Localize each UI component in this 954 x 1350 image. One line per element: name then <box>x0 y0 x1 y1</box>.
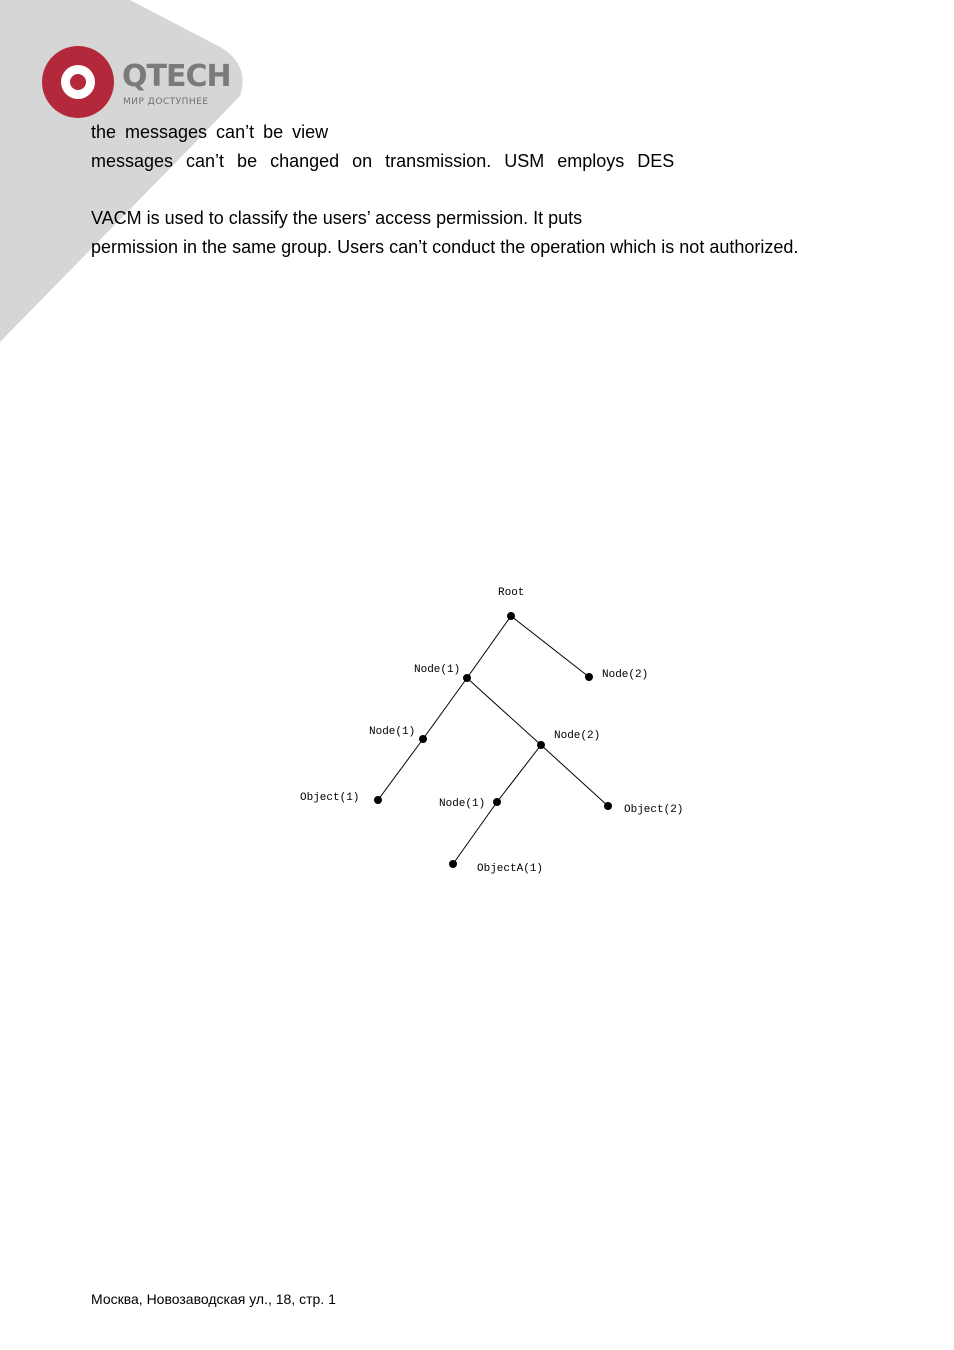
edge-node1-objecta <box>453 802 497 864</box>
tree-node-dot <box>493 798 501 806</box>
tree-node-dot <box>537 741 545 749</box>
edge-node2-node1 <box>497 745 541 802</box>
tree-node-dot <box>449 860 457 868</box>
tree-label-object-a: ObjectA(1) <box>477 863 544 875</box>
edge-node1-object1 <box>378 739 423 800</box>
tree-label-node-1-2: Node(2) <box>554 730 601 742</box>
tree-node-dot <box>507 612 515 620</box>
body-text-line-1: the messages can’t be view <box>91 122 329 142</box>
body-text-line-4: permission in the same group. Users can’t conduct the operation which is not authorized. <box>91 237 799 257</box>
tree-label-object-2: Object(2) <box>624 804 684 816</box>
tree-label-node-2: Node(2) <box>602 669 649 681</box>
body-text-line-3: VACM is used to classify the users’ access permission. It puts <box>91 208 583 228</box>
footer-address: Москва, Новозаводская ул., 18, стр. 1 <box>91 1291 336 1307</box>
edge-root-node2 <box>511 616 589 677</box>
edge-node2-object2 <box>541 745 608 806</box>
tree-node-dot <box>374 796 382 804</box>
edge-root-node1 <box>467 616 511 678</box>
tree-label-object-1: Object(1) <box>300 792 360 804</box>
edge-node1-node2 <box>467 678 541 745</box>
logo-name: QTECH <box>122 59 231 94</box>
tree-label-root: Root <box>498 587 525 599</box>
tree-node-dot <box>463 674 471 682</box>
tree-label-node-1-1: Node(1) <box>369 726 416 738</box>
tree-node-dot <box>419 735 427 743</box>
tree-label-node-1: Node(1) <box>414 664 461 676</box>
body-text-line-2: messages can’t be changed on transmission. USM employs DES <box>91 151 675 171</box>
tree-label-node-1-2-1: Node(1) <box>439 798 486 810</box>
edge-node1-node1 <box>423 678 467 739</box>
tree-node-dot <box>604 802 612 810</box>
tree-node-dot <box>585 673 593 681</box>
logo-tagline: МИР ДОСТУПНЕЕ <box>123 97 209 107</box>
